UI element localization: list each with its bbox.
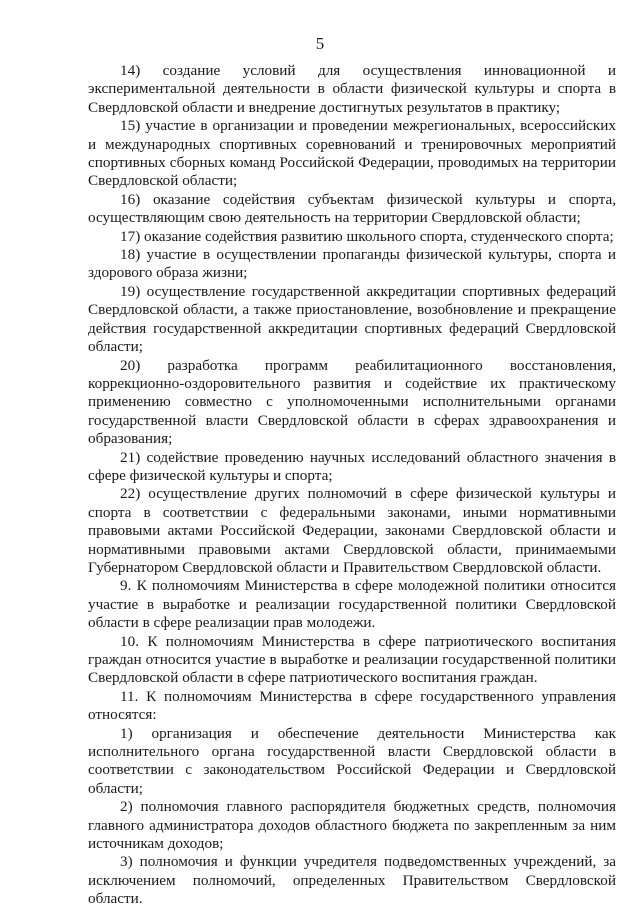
page-number: 5 — [315, 34, 325, 53]
document-body — [88, 62, 616, 909]
subitem-3-founder-authority: 3) полномочия и функции учредителя подведомственных учреждений, за исключением полномочий, определенных Правительством Свердловской области. — [88, 853, 616, 908]
paragraph-20: 20) разработка программ реабилитационного восстановления, коррекционно-оздоровительного развития и содействие их практическому применению совместно с уполномоченными исполнительными органами государственной власти Свердловской области в сферах здравоохранения и образования; — [88, 356, 616, 448]
paragraph-17: 17) оказание содействия развитию школьного спорта, студенческого спорта; — [120, 227, 614, 245]
paragraph-19: 19) осуществление государственной аккредитации спортивных федераций Свердловской области, а также приостановление, возобновление и прекращение действия государственной аккредитации спортивных федераций Свердловской области; — [88, 282, 616, 356]
paragraph-16: 16) оказание содействия субъектам физической культуры и спорта, осуществляющим свою деятельность на территории Свердловской области; — [88, 190, 616, 227]
paragraph-21: 21) содействие проведению научных исследований областного значения в сфере физической культуры и спорта; — [88, 448, 616, 484]
section-10-patriotic-education: 10. К полномочиям Министерства в сфере патриотического воспитания граждан относится участие в выработке и реализации государственной политики Свердловской области в сфере патриотического воспитания граждан. — [88, 632, 616, 687]
section-9-youth-policy: 9. К полномочиям Министерства в сфере молодежной политики относится участие в выработке и реализации государственной политики Свердловской области в сфере реализации прав молодежи. — [88, 577, 616, 632]
subitem-1-organization: 1) организация и обеспечение деятельности Министерства как исполнительного органа государственной власти Свердловской области в соответствии с законодательством Российской Федерации и Свердловской области; — [88, 724, 616, 797]
paragraph-18: 18) участие в осуществлении пропаганды физической культуры, спорта и здорового образа жизни; — [88, 246, 616, 282]
subitem-2-budget-authority: 2) полномочия главного распорядителя бюджетных средств, полномочия главного администратора доходов областного бюджета по закрепленным за ним источникам доходов; — [88, 798, 616, 853]
section-11-public-administration: 11. К полномочиям Министерства в сфере государственного управления относятся: — [88, 687, 616, 724]
paragraph-14: 14) создание условий для осуществления инновационной и экспериментальной деятельности в области физической культуры и спорта в Свердловской области и внедрение достигнутых результатов в практику; — [88, 62, 616, 116]
paragraph-15: 15) участие в организации и проведении межрегиональных, всероссийских и международных спортивных соревнований и тренировочных мероприятий спортивных сборных команд Российской Федерации, проводимых на территории Свердловской области; — [88, 117, 616, 190]
paragraph-22: 22) осуществление других полномочий в сфере физической культуры и спорта в соответствии с федеральными законами, иными нормативными правовыми актами Российской Федерации, законами Свердловской области и нормативными правовыми актами Свердловской области, принимаемыми Губернатором Свердловской области и Правительством Свердловской области. — [88, 485, 616, 576]
